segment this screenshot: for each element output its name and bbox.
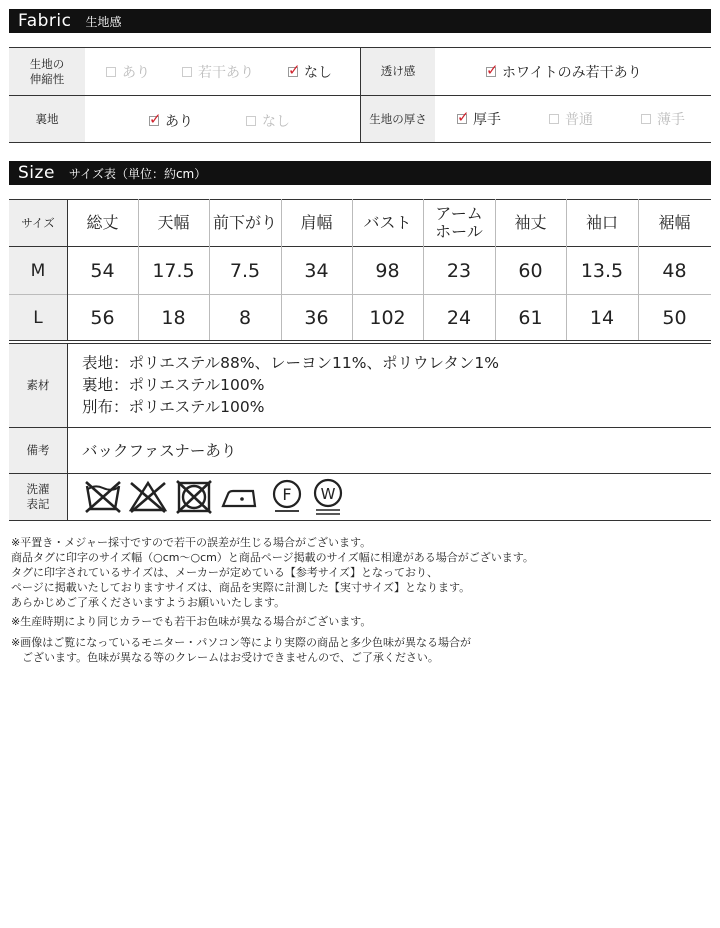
table-cell: 102 <box>369 306 406 329</box>
remarks-text: バックファスナーあり <box>82 442 237 460</box>
note-line: ※平置き・メジャー採寸ですので若干の誤差が生じる場合がございます。 <box>11 536 372 549</box>
no-tumble-dry-icon <box>175 479 213 515</box>
note-line: ※生産時期により同じカラーでも若干お色味が異なる場合がございます。 <box>11 615 372 628</box>
note-line: 商品タグに印字のサイズ幅（○cm～○cm）と商品ページ掲載のサイズ幅に相違がある場合がございます。 <box>11 551 534 564</box>
stretch-option-ari: あり <box>106 62 150 82</box>
dry-clean-f-icon <box>270 478 304 514</box>
size-title-en: Size <box>18 163 55 183</box>
col-header-bust: バスト <box>363 213 412 232</box>
no-washing-icon <box>84 480 122 514</box>
checked-checkbox-icon: ✓ <box>486 61 499 79</box>
fabric-title-jp: 生地感 <box>85 14 122 29</box>
note-line: ございます。色味が異なる等のクレームはお受けできませんので、ご了承ください。 <box>11 651 439 664</box>
size-header <box>9 161 711 185</box>
col-header-length: 総丈 <box>86 213 119 232</box>
col-header-front-drop: 前下がり <box>212 213 277 232</box>
col-header-armhole: アーム ホール <box>435 204 483 241</box>
thickness-option-atsude: ✓ 厚手 <box>457 108 501 128</box>
row-label-m: M <box>30 260 46 281</box>
checkbox-icon <box>106 67 116 77</box>
stretch-label: 生地の 伸縮性 <box>29 56 65 86</box>
table-cell: 54 <box>90 259 115 282</box>
sheer-label: 透け感 <box>380 64 416 78</box>
col-header-sleeve-length: 袖丈 <box>514 213 547 232</box>
lining-label: 裏地 <box>35 111 59 126</box>
care-label: 洗濯 表記 <box>26 482 50 511</box>
material-label: 素材 <box>26 378 50 392</box>
thickness-option-usude: 薄手 <box>641 109 685 129</box>
material-line: 裏地：ポリエステル100% <box>82 376 265 394</box>
table-cell: 24 <box>446 306 472 329</box>
table-cell: 17.5 <box>152 259 195 282</box>
note-line: タグに印字されているサイズは、メーカーが定めている【参考サイズ】となっており、 <box>11 566 439 579</box>
table-cell: 48 <box>662 259 687 282</box>
table-cell: 34 <box>304 259 329 282</box>
fabric-title-en: Fabric <box>18 11 72 31</box>
checkbox-icon <box>549 114 559 124</box>
table-cell: 8 <box>238 306 252 329</box>
remarks-label: 備考 <box>26 443 50 457</box>
table-cell: 23 <box>446 259 472 282</box>
table-cell: 36 <box>304 306 329 329</box>
iron-low-icon <box>220 484 260 510</box>
table-cell: 56 <box>90 306 115 329</box>
thickness-label: 生地の厚さ <box>369 111 427 126</box>
thickness-option-futsu: 普通 <box>549 109 593 129</box>
size-corner-label: サイズ <box>21 215 55 230</box>
note-line: ※画像はご覧になっているモニター・パソコン等により実際の商品と多少色味が異なる場合が <box>11 636 471 649</box>
table-cell: 50 <box>662 306 687 329</box>
sheer-option: ✓ ホワイトのみ若干あり <box>486 61 642 81</box>
lining-option-nashi: なし <box>246 111 290 131</box>
size-title-jp: サイズ表（単位：約cm） <box>68 166 207 181</box>
checked-checkbox-icon: ✓ <box>457 108 470 126</box>
col-header-shoulder: 肩幅 <box>300 213 333 232</box>
svg-text:W: W <box>320 485 336 503</box>
table-cell: 98 <box>375 259 400 282</box>
stretch-option-jakkan: 若干あり <box>182 62 254 82</box>
table-cell: 61 <box>518 306 543 329</box>
stretch-option-nashi: ✓ なし <box>288 61 332 81</box>
no-bleach-icon <box>128 480 168 514</box>
table-cell: 13.5 <box>580 259 624 282</box>
table-cell: 60 <box>518 259 543 282</box>
svg-text:F: F <box>282 485 292 504</box>
note-line: あらかじめご了承くださいますようお願いいたします。 <box>11 596 286 609</box>
col-header-hem-width: 裾幅 <box>658 213 691 232</box>
checkbox-icon <box>182 67 192 77</box>
lining-option-ari: ✓ あり <box>149 110 193 130</box>
table-cell: 18 <box>161 306 186 329</box>
checkbox-icon <box>246 116 256 126</box>
material-line: 別布：ポリエステル100% <box>82 398 265 416</box>
row-label-l: L <box>33 307 43 328</box>
checked-checkbox-icon: ✓ <box>149 110 162 128</box>
checkbox-icon <box>641 114 651 124</box>
table-cell: 14 <box>589 306 615 329</box>
col-header-neck-width: 天幅 <box>157 213 190 232</box>
table-cell: 7.5 <box>229 259 261 282</box>
wet-clean-w-icon <box>311 477 345 517</box>
material-line: 表地：ポリエステル88%、レーヨン11%、ポリウレタン1% <box>82 354 499 372</box>
fabric-header <box>9 9 711 33</box>
note-line: ページに掲載いたしておりますサイズは、商品を実際に計測した【実寸サイズ】となります。 <box>11 581 471 594</box>
col-header-cuff: 袖口 <box>585 213 618 232</box>
checked-checkbox-icon: ✓ <box>288 61 301 79</box>
